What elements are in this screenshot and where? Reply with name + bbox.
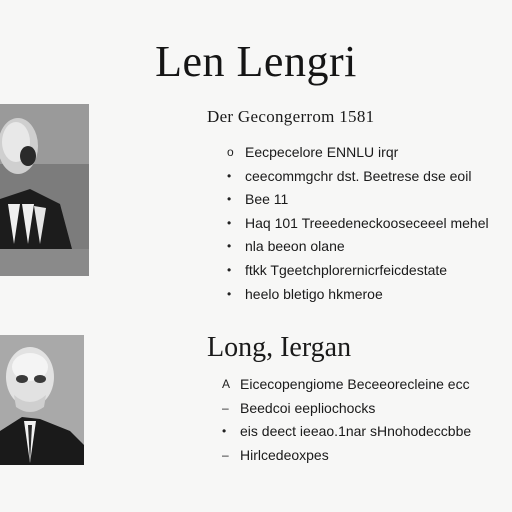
profile-2-list bbox=[222, 373, 472, 467]
list-item-text: ftkk Tgeetchplorernicrfeicdestate bbox=[245, 261, 448, 278]
bullet-icon: • bbox=[227, 215, 232, 230]
list-item-text: Hirlcedeoxpes bbox=[240, 446, 329, 463]
list-item-text: heelo bletigo hkmeroe bbox=[245, 285, 383, 302]
bullet-icon: • bbox=[227, 262, 232, 277]
list-item bbox=[222, 420, 472, 444]
list-item bbox=[227, 283, 489, 307]
bullet-icon: • bbox=[227, 239, 232, 254]
bullet-icon: • bbox=[227, 168, 232, 183]
list-item bbox=[227, 235, 489, 259]
list-item bbox=[227, 141, 489, 165]
list-item bbox=[227, 212, 489, 236]
portrait-1-image bbox=[0, 104, 89, 276]
list-item bbox=[222, 373, 471, 397]
list-item-text: nla beeon olane bbox=[245, 238, 345, 255]
list-item-text: eis deect ieeao.1nar sHnohodeccbbe bbox=[240, 423, 472, 440]
profile-1-list bbox=[227, 141, 489, 306]
bullet-icon: – bbox=[222, 447, 229, 462]
portrait-photo-2 bbox=[0, 335, 84, 465]
bullet-icon: • bbox=[222, 424, 227, 439]
bullet-icon: – bbox=[222, 400, 229, 415]
profile-2-heading: Long, Iergan bbox=[207, 332, 352, 363]
list-item-text: Beedcoi eepliochocks bbox=[240, 399, 376, 416]
list-item bbox=[222, 397, 471, 421]
list-item-text: Haq 101 Treeedeneckooseceeel mehel bbox=[245, 214, 489, 231]
bullet-icon: o bbox=[227, 145, 234, 159]
list-item-text: Bee 11 bbox=[245, 191, 289, 208]
bullet-icon: • bbox=[227, 192, 232, 207]
list-item-text: Eicecopengiome Beceeorecleine ecc bbox=[240, 376, 470, 392]
list-item-text: ceecommgchr dst. Beetrese dse eoil bbox=[245, 167, 472, 184]
list-item bbox=[227, 259, 489, 283]
page-title: Len Lengri bbox=[155, 37, 357, 86]
list-item-text: Eecpecelore ENNLU irqr bbox=[245, 144, 399, 160]
bullet-icon: A bbox=[222, 377, 231, 391]
bullet-icon: • bbox=[227, 286, 232, 301]
list-item bbox=[227, 165, 489, 189]
list-item bbox=[222, 444, 471, 468]
list-item bbox=[227, 188, 489, 212]
portrait-2-image bbox=[0, 335, 84, 465]
profile-1-heading: Der Gecongerrom 1581 bbox=[207, 107, 375, 126]
portrait-photo-1 bbox=[0, 104, 89, 276]
